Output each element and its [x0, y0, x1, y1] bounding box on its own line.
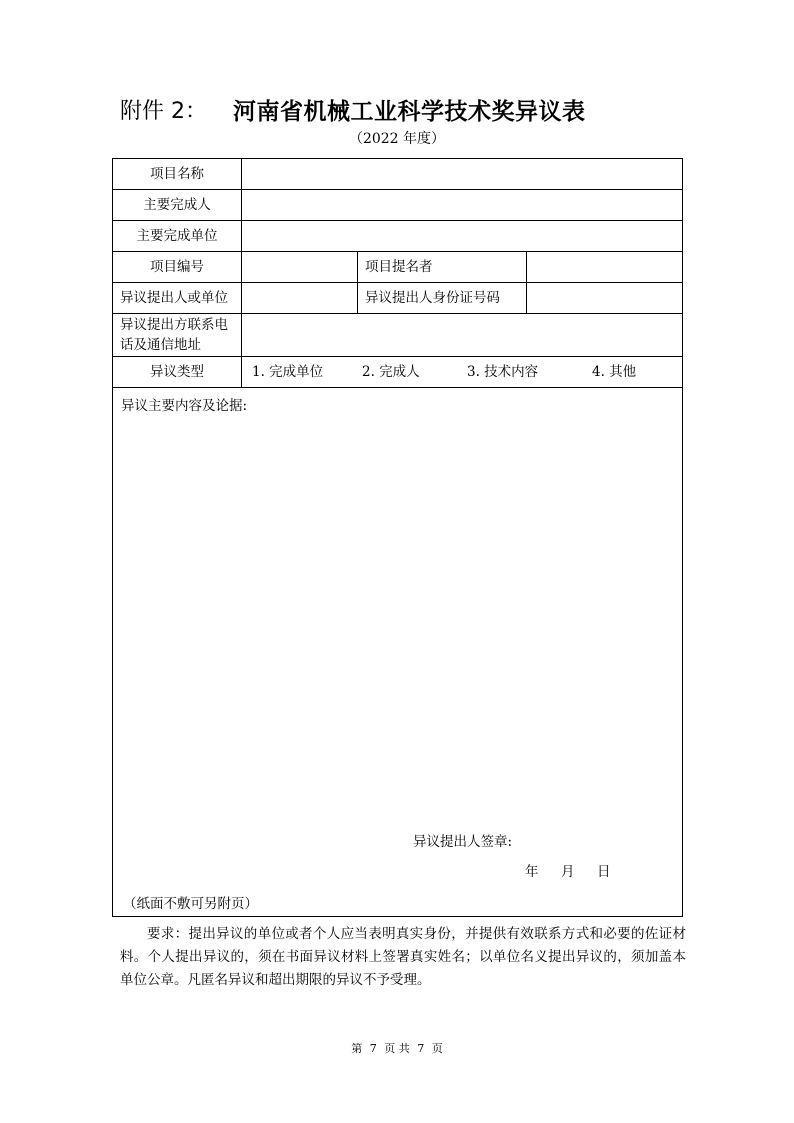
main-completers-label: 主要完成人: [113, 190, 242, 221]
objection-type-label: 异议类型: [113, 357, 242, 388]
project-number-field[interactable]: [242, 252, 358, 283]
document-year: （2022 年度）: [348, 131, 446, 147]
attachment-label: 附件 2：: [120, 99, 207, 124]
objection-form-table: [112, 158, 683, 917]
form-row-project-name: [113, 159, 683, 190]
date-day-label: 日: [597, 864, 611, 880]
current-page-number: 7: [369, 1042, 377, 1055]
objector-field[interactable]: [242, 283, 358, 314]
objector-id-label: 异议提出人身份证号码: [358, 283, 527, 314]
nominator-field[interactable]: [527, 252, 683, 283]
main-units-field[interactable]: [242, 221, 683, 252]
document-title: 河南省机械工业科学技术奖异议表: [233, 99, 586, 125]
date-year-label: 年: [525, 864, 539, 880]
total-pages-number: 7: [417, 1042, 425, 1055]
signature-label: 异议提出人签章:: [413, 834, 513, 850]
form-row-contact: [113, 314, 683, 357]
form-row-objection-type: [113, 357, 683, 388]
objector-id-field[interactable]: [527, 283, 683, 314]
objection-type-option[interactable]: 3. 技术内容: [467, 364, 539, 380]
form-row-main-completers: [113, 190, 683, 221]
objection-content-area[interactable]: [113, 388, 683, 917]
objection-content-label: 异议主要内容及论据:: [121, 398, 248, 414]
signature-date: [525, 862, 611, 882]
form-row-content: [113, 388, 683, 917]
contact-label: 异议提出方联系电话及通信地址: [113, 314, 242, 357]
page-footer: [0, 1042, 794, 1056]
extra-page-note: （纸面不敷可另附页）: [123, 896, 258, 912]
form-row-objector: [113, 283, 683, 314]
page-prefix: 第: [351, 1042, 363, 1055]
contact-field[interactable]: [242, 314, 683, 357]
objector-label: 异议提出人或单位: [113, 283, 242, 314]
form-row-project-number: [113, 252, 683, 283]
objection-type-option[interactable]: 4. 其他: [592, 364, 637, 380]
project-name-label: 项目名称: [113, 159, 242, 190]
main-units-label: 主要完成单位: [113, 221, 242, 252]
project-number-label: 项目编号: [113, 252, 242, 283]
page-suffix: 页: [431, 1042, 443, 1055]
objection-type-options: [242, 357, 683, 388]
nominator-label: 项目提名者: [358, 252, 527, 283]
requirements-text: 要求：提出异议的单位或者个人应当表明真实身份，并提供有效联系方式和必要的佐证材料。个人提出异议的，须在书面异议材料上签署真实姓名；以单位名义提出异议的，须加盖本单位公章。凡匿名异议和超出期限的异议不予受理。: [120, 926, 686, 988]
objection-type-option[interactable]: 2. 完成人: [362, 364, 420, 380]
form-row-main-units: [113, 221, 683, 252]
main-completers-field[interactable]: [242, 190, 683, 221]
project-name-field[interactable]: [242, 159, 683, 190]
objection-type-option[interactable]: 1. 完成单位: [252, 364, 324, 380]
date-month-label: 月: [561, 864, 575, 880]
page-mid: 页 共: [384, 1042, 410, 1055]
